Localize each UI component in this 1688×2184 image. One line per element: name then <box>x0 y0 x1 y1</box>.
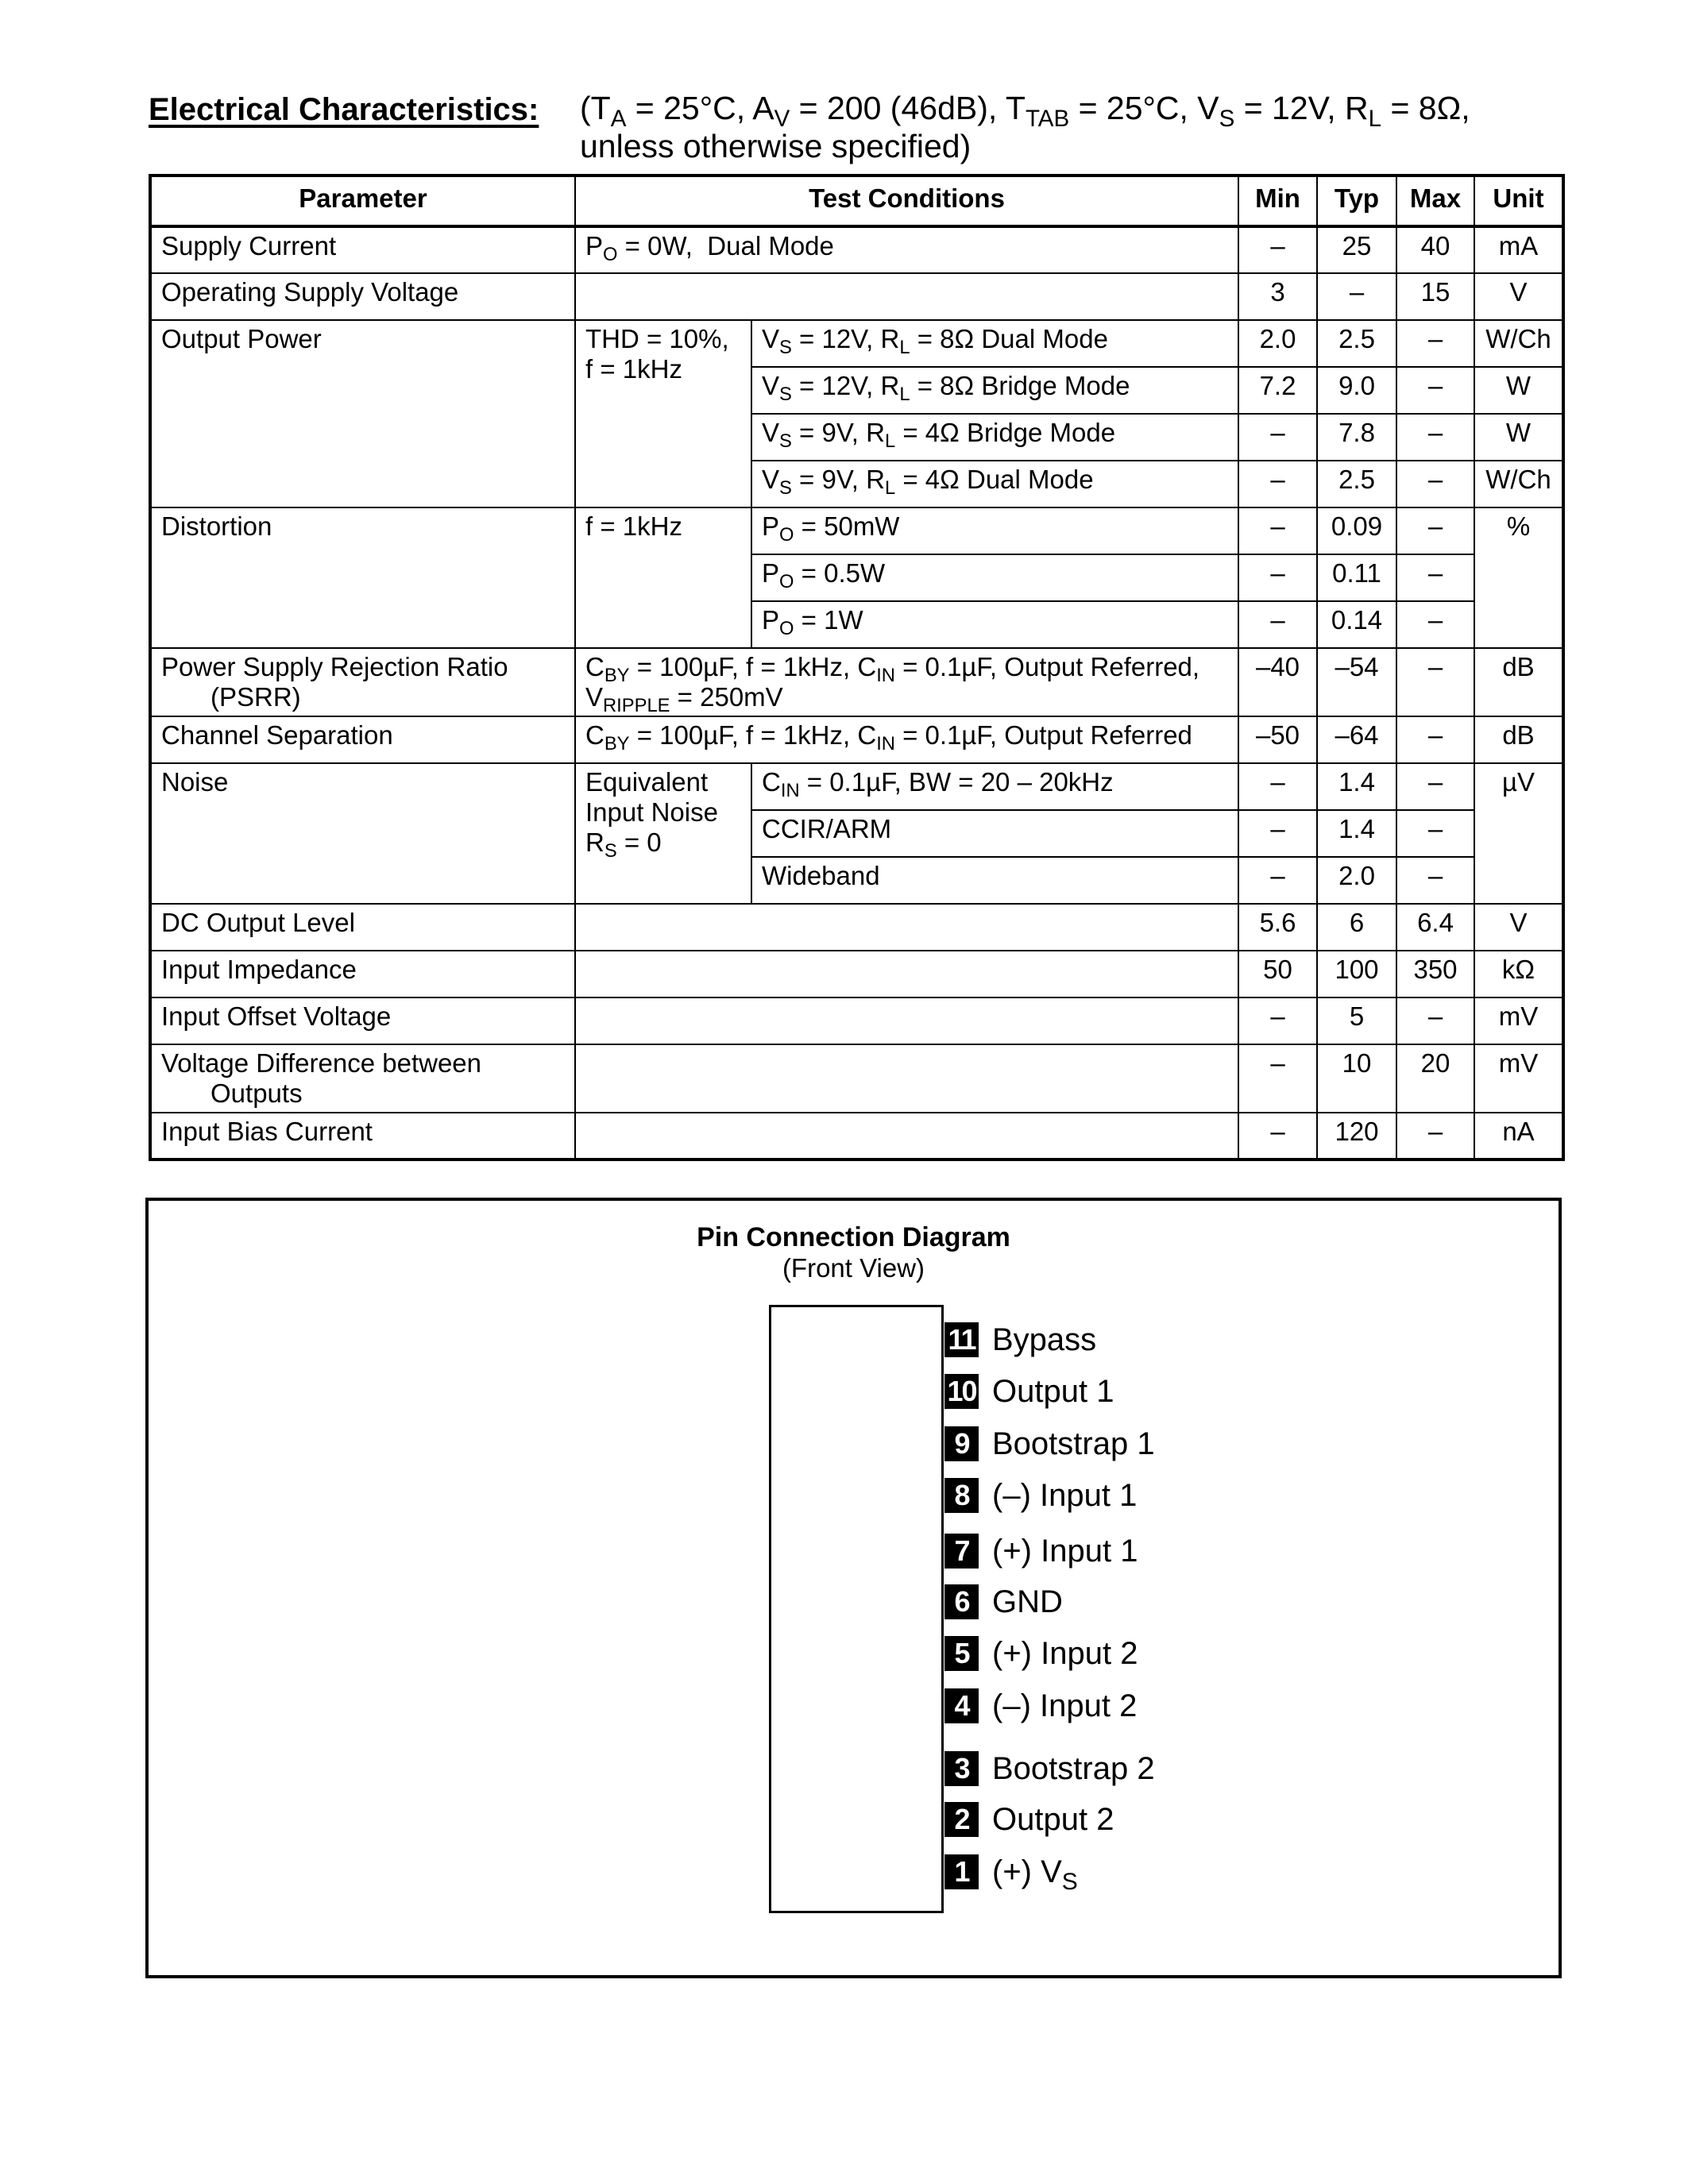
unit-cell: V <box>1474 273 1563 320</box>
pin-number: 9 <box>944 1426 979 1461</box>
pin-label: Output 1 <box>992 1373 1114 1409</box>
condition-cell: $C_{BY} = 100\mu F$, f = 1kHz, $C_{IN} = 0.1\mu F$, Output Referred, $V_{RIPPLE} = 250mV$ <box>575 648 1238 716</box>
param-cell: Input Bias Current <box>150 1113 575 1160</box>
max-cell: 40 <box>1396 226 1474 273</box>
param-cell: Voltage Difference between Outputs <box>150 1044 575 1113</box>
max-cell: 20 <box>1396 1044 1474 1113</box>
table-row <box>150 507 1563 554</box>
heading-conditions-line2: unless otherwise specified) <box>580 128 971 164</box>
unit-cell: W/Ch <box>1474 320 1563 367</box>
sub-condition-cell: $P_O = 1W$ <box>751 601 1238 648</box>
pin-6 <box>944 1584 1063 1620</box>
pin-label: Bootstrap 1 <box>992 1426 1155 1461</box>
param-cell: Output Power <box>150 320 575 507</box>
condition-cell: Equivalent Input Noise $R_S = 0$ <box>575 763 751 904</box>
header-typ: Typ <box>1317 176 1396 226</box>
sub-condition-cell: $V_S = 12V$, $R_L = 8\Omega$ Dual Mode <box>751 320 1238 367</box>
max-cell: – <box>1396 1113 1474 1160</box>
electrical-characteristics-table <box>149 174 1565 1161</box>
unit-cell: dB <box>1474 716 1563 763</box>
pin-label: (–) Input 2 <box>992 1688 1138 1723</box>
pin-label: Bootstrap 2 <box>992 1750 1155 1786</box>
pin-1 <box>944 1854 1078 1895</box>
table-row <box>150 951 1563 997</box>
min-cell: – <box>1238 601 1317 648</box>
typ-cell: 2.5 <box>1317 461 1396 507</box>
min-cell: 2.0 <box>1238 320 1317 367</box>
pin-label: (+) Input 2 <box>992 1635 1138 1671</box>
unit-cell: nA <box>1474 1113 1563 1160</box>
min-cell: – <box>1238 857 1317 904</box>
table-row <box>150 320 1563 367</box>
pin-number: 8 <box>944 1478 979 1513</box>
pin-4 <box>944 1688 1137 1724</box>
min-cell: – <box>1238 507 1317 554</box>
min-cell: 50 <box>1238 951 1317 997</box>
typ-cell: 1.4 <box>1317 763 1396 810</box>
min-cell: – <box>1238 997 1317 1044</box>
pin-3 <box>944 1750 1155 1787</box>
typ-cell: – <box>1317 273 1396 320</box>
unit-cell: mA <box>1474 226 1563 273</box>
max-cell: – <box>1396 857 1474 904</box>
max-cell: 350 <box>1396 951 1474 997</box>
param-cell: Power Supply Rejection Ratio (PSRR) <box>150 648 575 716</box>
pin-number: 1 <box>944 1854 979 1889</box>
pin-7 <box>944 1533 1138 1569</box>
unit-cell: W <box>1474 414 1563 461</box>
unit-cell: mV <box>1474 1044 1563 1113</box>
table-row <box>150 226 1563 273</box>
param-cell: Input Offset Voltage <box>150 997 575 1044</box>
max-cell: – <box>1396 367 1474 414</box>
min-cell: 5.6 <box>1238 904 1317 951</box>
sub-condition-cell: $V_S = 12V$, $R_L = 8\Omega$ Bridge Mode <box>751 367 1238 414</box>
pin-diagram-title: Pin Connection Diagram <box>697 1222 1010 1252</box>
typ-cell: 0.14 <box>1317 601 1396 648</box>
pin-number: 7 <box>944 1534 979 1569</box>
param-cell: Distortion <box>150 507 575 648</box>
table-row <box>150 1113 1563 1160</box>
min-cell: – <box>1238 1044 1317 1113</box>
pin-10 <box>944 1373 1114 1410</box>
typ-cell: 2.0 <box>1317 857 1396 904</box>
pin-8 <box>944 1477 1137 1514</box>
max-cell: – <box>1396 997 1474 1044</box>
table-row <box>150 763 1563 810</box>
min-cell: –50 <box>1238 716 1317 763</box>
condition-cell <box>575 1044 1238 1113</box>
typ-cell: –54 <box>1317 648 1396 716</box>
param-cell: DC Output Level <box>150 904 575 951</box>
max-cell: – <box>1396 320 1474 367</box>
chip-package-outline <box>769 1305 944 1913</box>
table-header-row <box>150 176 1563 226</box>
pin-number: 6 <box>944 1584 979 1619</box>
unit-cell: dB <box>1474 648 1563 716</box>
typ-cell: 6 <box>1317 904 1396 951</box>
min-cell: –40 <box>1238 648 1317 716</box>
condition-cell <box>575 904 1238 951</box>
header-parameter: Parameter <box>150 176 575 226</box>
heading-conditions <box>580 89 1470 165</box>
pin-number: 3 <box>944 1751 979 1786</box>
sub-condition-cell: Wideband <box>751 857 1238 904</box>
condition-cell: $C_{BY} = 100\mu F$, f = 1kHz, $C_{IN} = 0.1\mu F$, Output Referred <box>575 716 1238 763</box>
pin-connection-diagram <box>145 1198 1562 1978</box>
condition-cell <box>575 951 1238 997</box>
unit-cell: W <box>1474 367 1563 414</box>
pin-label: GND <box>992 1584 1063 1619</box>
table-row <box>150 904 1563 951</box>
pin-number: 2 <box>944 1802 979 1837</box>
min-cell: – <box>1238 414 1317 461</box>
typ-cell: 5 <box>1317 997 1396 1044</box>
unit-cell: kΩ <box>1474 951 1563 997</box>
max-cell: 15 <box>1396 273 1474 320</box>
pin-label: Bypass <box>992 1322 1097 1357</box>
max-cell: 6.4 <box>1396 904 1474 951</box>
max-cell: – <box>1396 601 1474 648</box>
param-cell: Operating Supply Voltage <box>150 273 575 320</box>
condition-cell: THD = 10%, f = 1kHz <box>575 320 751 507</box>
min-cell: – <box>1238 226 1317 273</box>
unit-cell: V <box>1474 904 1563 951</box>
max-cell: – <box>1396 461 1474 507</box>
typ-cell: 9.0 <box>1317 367 1396 414</box>
typ-cell: 0.09 <box>1317 507 1396 554</box>
max-cell: – <box>1396 716 1474 763</box>
min-cell: – <box>1238 1113 1317 1160</box>
unit-cell: µV <box>1474 763 1563 904</box>
min-cell: – <box>1238 554 1317 601</box>
pin-number: 5 <box>944 1636 979 1671</box>
pin-number: 11 <box>944 1322 979 1357</box>
header-unit: Unit <box>1474 176 1563 226</box>
typ-cell: 2.5 <box>1317 320 1396 367</box>
max-cell: – <box>1396 414 1474 461</box>
heading-conditions-line1: ($T_A = 25^\circ C$, $A_V = 200$ (46dB), $T_{TAB} = 25^\circ C$, $V_S = 12V$, $R_L = 8\Omega$, <box>580 90 1470 132</box>
sub-condition-cell: CCIR/ARM <box>751 810 1238 857</box>
table-row <box>150 716 1563 763</box>
condition-cell: $P_O = 0W$, Dual Mode <box>575 226 1238 273</box>
min-cell: 7.2 <box>1238 367 1317 414</box>
typ-cell: 0.11 <box>1317 554 1396 601</box>
pin-diagram-subtitle: (Front View) <box>782 1253 925 1283</box>
param-cell: Channel Separation <box>150 716 575 763</box>
condition-cell: f = 1kHz <box>575 507 751 648</box>
pin-label: (+) $V_S$ <box>992 1854 1078 1895</box>
pin-5 <box>944 1635 1138 1672</box>
max-cell: – <box>1396 554 1474 601</box>
min-cell: 3 <box>1238 273 1317 320</box>
param-cell: Noise <box>150 763 575 904</box>
unit-cell: % <box>1474 507 1563 648</box>
min-cell: – <box>1238 763 1317 810</box>
min-cell: – <box>1238 810 1317 857</box>
header-max: Max <box>1396 176 1474 226</box>
sub-condition-cell: $P_O = 0.5W$ <box>751 554 1238 601</box>
sub-condition-cell: $C_{IN} = 0.1\mu F$, BW = 20 – 20kHz <box>751 763 1238 810</box>
typ-cell: 25 <box>1317 226 1396 273</box>
pin-2 <box>944 1801 1114 1838</box>
typ-cell: 120 <box>1317 1113 1396 1160</box>
pin-9 <box>944 1426 1155 1462</box>
header-test-conditions: Test Conditions <box>575 176 1238 226</box>
typ-cell: 10 <box>1317 1044 1396 1113</box>
sub-condition-cell: $V_S = 9V$, $R_L = 4\Omega$ Dual Mode <box>751 461 1238 507</box>
condition-cell <box>575 273 1238 320</box>
unit-cell: mV <box>1474 997 1563 1044</box>
pin-label: (+) Input 1 <box>992 1533 1138 1569</box>
condition-cell <box>575 997 1238 1044</box>
min-cell: – <box>1238 461 1317 507</box>
typ-cell: 100 <box>1317 951 1396 997</box>
max-cell: – <box>1396 810 1474 857</box>
param-cell: Input Impedance <box>150 951 575 997</box>
pin-number: 10 <box>944 1374 979 1409</box>
table-row <box>150 997 1563 1044</box>
typ-cell: 1.4 <box>1317 810 1396 857</box>
max-cell: – <box>1396 507 1474 554</box>
typ-cell: 7.8 <box>1317 414 1396 461</box>
header-min: Min <box>1238 176 1317 226</box>
table-row <box>150 273 1563 320</box>
sub-condition-cell: $P_O = 50mW$ <box>751 507 1238 554</box>
table-row <box>150 1044 1563 1113</box>
sub-condition-cell: $V_S = 9V$, $R_L = 4\Omega$ Bridge Mode <box>751 414 1238 461</box>
heading-title: Electrical Characteristics: <box>149 92 539 127</box>
pin-label: (–) Input 1 <box>992 1477 1138 1513</box>
condition-cell <box>575 1113 1238 1160</box>
typ-cell: –64 <box>1317 716 1396 763</box>
pin-number: 4 <box>944 1688 979 1723</box>
pin-11 <box>944 1322 1096 1358</box>
unit-cell: W/Ch <box>1474 461 1563 507</box>
pin-label: Output 2 <box>992 1801 1114 1837</box>
max-cell: – <box>1396 763 1474 810</box>
table-row <box>150 648 1563 716</box>
param-cell: Supply Current <box>150 226 575 273</box>
max-cell: – <box>1396 648 1474 716</box>
